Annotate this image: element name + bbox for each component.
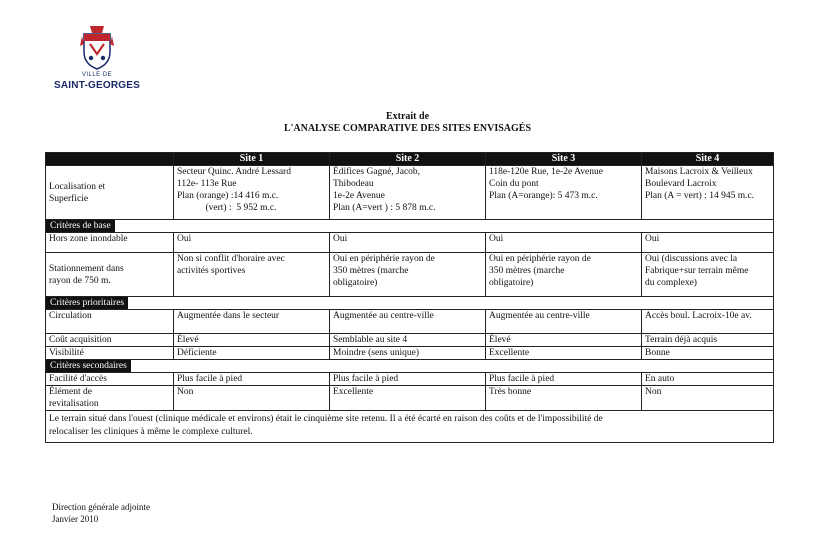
cell-stationnement-site-4: Oui (discussions avec la Fabrique+sur terrain même du complexe): [642, 253, 774, 297]
footer-department: Direction générale adjointe: [52, 502, 150, 512]
cell-localisation-site-4: Maisons Lacroix & Veilleux Boulevard Lacroix Plan (A = vert) : 14 945 m.c.: [642, 166, 774, 220]
cell-stationnement-site-2: Oui en périphérie rayon de 350 mètres (marche obligatoire): [330, 253, 486, 297]
cell-localisation-site-2: Édifices Gagné, Jacob, Thibodeau 1e-2e Avenue Plan (A=vert ) : 5 878 m.c.: [330, 166, 486, 220]
cell-inondable-site-3: Oui: [486, 233, 642, 253]
cell-revitalisation-site-4: Non: [642, 386, 774, 411]
cell-revitalisation-site-2: Excellente: [330, 386, 486, 411]
table-row: [46, 166, 774, 220]
table-row: [46, 334, 774, 347]
heading-line2: L'ANALYSE COMPARATIVE DES SITES ENVISAGÉS: [283, 123, 532, 134]
cell-circulation-site-3: Augmentée au centre-ville: [486, 310, 642, 334]
header-row: [46, 153, 774, 166]
note-text: Le terrain situé dans l'ouest (clinique médicale et environs) était le cinquième site retenu. Il a été écarté en raison des coûts et de l'impossibilité de relocaliser les cliniques à même le complexe culturel.: [46, 411, 774, 443]
cell-cout-site-3: Élevé: [486, 334, 642, 347]
logo-caption: VILLE DE: [81, 72, 113, 78]
header-site-4: Site 4: [642, 153, 774, 166]
section-label-secondaires: Critères secondaires: [46, 360, 131, 372]
comparison-table: [45, 152, 774, 443]
cell-localisation-site-1: Secteur Quinc. André Lessard 112e- 113e Rue Plan (orange) :14 416 m.c. (vert) : 5 952 m.c.: [174, 166, 330, 220]
table-row: [46, 373, 774, 386]
table-row: [46, 310, 774, 334]
row-label-revitalisation: Élément de revitalisation: [46, 386, 174, 411]
row-label-acces: Facilité d'accès: [46, 373, 174, 386]
cell-visibilite-site-4: Bonne: [642, 347, 774, 360]
cell-acces-site-4: En auto: [642, 373, 774, 386]
cell-revitalisation-site-3: Très bonne: [486, 386, 642, 411]
header-site-3: Site 3: [486, 153, 642, 166]
cell-acces-site-3: Plus facile à pied: [486, 373, 642, 386]
table-row: [46, 253, 774, 297]
cell-localisation-site-3: 118e-120e Rue, 1e-2e Avenue Coin du pont Plan (A=orange): 5 473 m.c.: [486, 166, 642, 220]
cell-cout-site-1: Élevé: [174, 334, 330, 347]
section-row: [46, 297, 774, 310]
header-blank: [46, 153, 174, 166]
cell-inondable-site-4: Oui: [642, 233, 774, 253]
city-logo: [52, 22, 142, 94]
cell-inondable-site-2: Oui: [330, 233, 486, 253]
cell-acces-site-1: Plus facile à pied: [174, 373, 330, 386]
cell-visibilite-site-2: Moindre (sens unique): [330, 347, 486, 360]
header-site-1: Site 1: [174, 153, 330, 166]
cell-circulation-site-2: Augmentée au centre-ville: [330, 310, 486, 334]
cell-revitalisation-site-1: Non: [174, 386, 330, 411]
cell-inondable-site-1: Oui: [174, 233, 330, 253]
row-label-visibilite: Visibilité: [46, 347, 174, 360]
section-label-prioritaires: Critères prioritaires: [46, 297, 128, 309]
row-label-cout: Coût acquisition: [46, 334, 174, 347]
section-label-base: Critères de base: [46, 220, 115, 232]
section-row: [46, 360, 774, 373]
row-label-circulation: Circulation: [46, 310, 174, 334]
cell-circulation-site-1: Augmentée dans le secteur: [174, 310, 330, 334]
header-site-2: Site 2: [330, 153, 486, 166]
logo-city-name: SAINT-GEORGES: [54, 80, 140, 91]
cell-cout-site-2: Semblable au site 4: [330, 334, 486, 347]
row-label-stationnement: Stationnement dans rayon de 750 m.: [46, 253, 174, 297]
note-row: [46, 411, 774, 443]
cell-stationnement-site-3: Oui en périphérie rayon de 350 mètres (marche obligatoire): [486, 253, 642, 297]
cell-stationnement-site-1: Non si conflit d'horaire avec activités sportives: [174, 253, 330, 297]
coat-of-arms-icon: [80, 24, 114, 70]
section-row: [46, 220, 774, 233]
cell-visibilite-site-1: Déficiente: [174, 347, 330, 360]
row-label-localisation: Localisation et Superficie: [46, 166, 174, 220]
cell-circulation-site-4: Accès boul. Lacroix-10e av.: [642, 310, 774, 334]
cell-acces-site-2: Plus facile à pied: [330, 373, 486, 386]
table-row: [46, 347, 774, 360]
table-row: [46, 233, 774, 253]
cell-cout-site-4: Terrain déjà acquis: [642, 334, 774, 347]
heading-line1: Extrait de: [385, 111, 430, 122]
table-row: [46, 386, 774, 411]
footer-date: Janvier 2010: [52, 514, 99, 524]
cell-visibilite-site-3: Excellente: [486, 347, 642, 360]
row-label-inondable: Hors zone inondable: [46, 233, 174, 253]
